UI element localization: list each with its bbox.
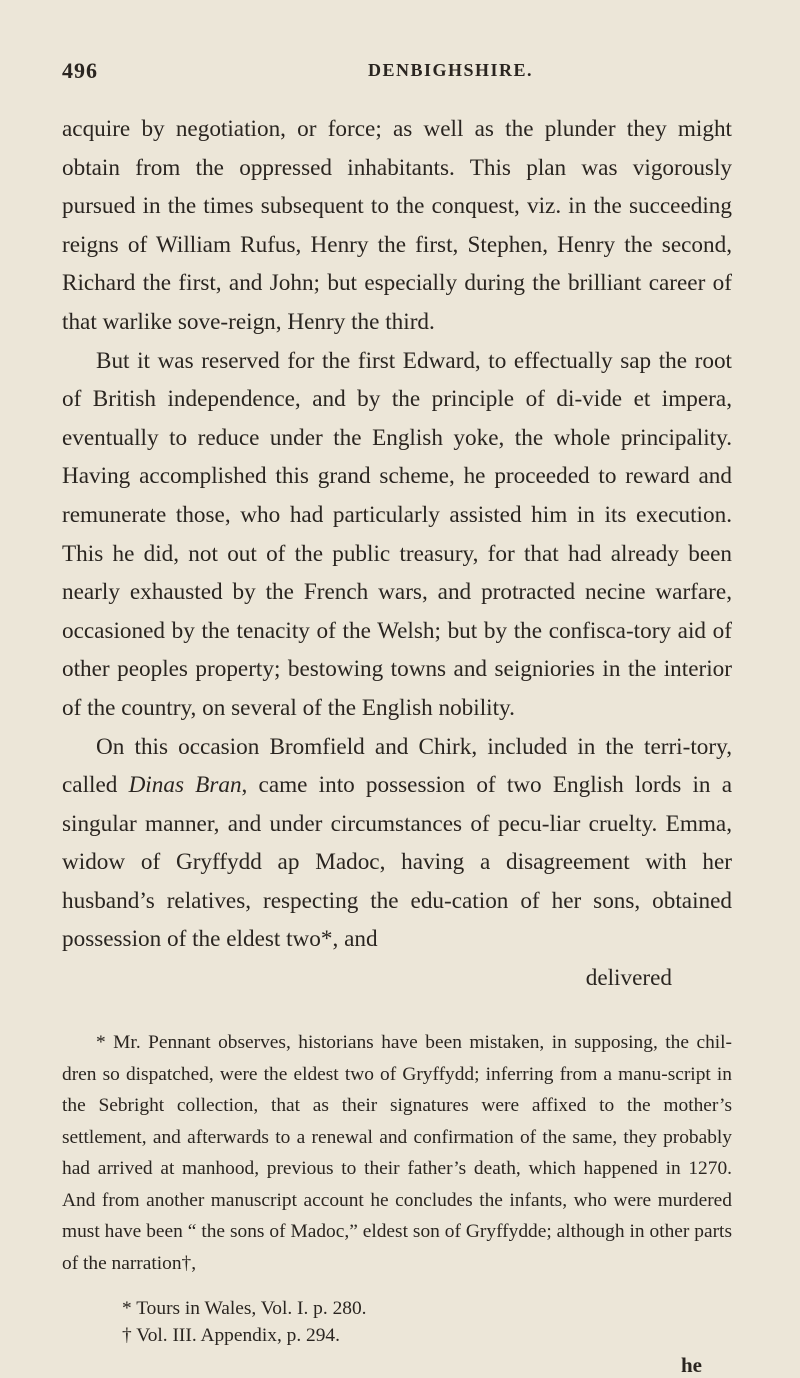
body-text: [62, 110, 732, 997]
running-head: [62, 58, 732, 98]
paragraph-1: acquire by negotiation, or force; as well as the plunder they might obtain from the oppressed inhabitants. This plan was vigorously pursued in the times subsequent to the conquest, viz. in the succeeding reigns of William Rufus, Henry the first, Stephen, Henry the second, Richard the first, and John; but especially during the brilliant career of that warlike sove-reign, Henry the third.: [62, 116, 732, 335]
paragraph-3-text-a: On this occasion Bromfield and Chirk, included in the terri-tory, called: [62, 733, 732, 799]
running-title: DENBIGHSHIRE.: [368, 60, 534, 80]
footnote-references: [62, 1295, 732, 1349]
paragraph-3: [62, 728, 732, 960]
footnote-ref-2: † Vol. III. Appendix, p. 294.: [122, 1325, 340, 1347]
footnote-catchword: he: [681, 1353, 702, 1378]
paragraph-2: But it was reserved for the first Edward, to effectually sap the root of British independence, and by the principle of di-vide et impera, eventually to reduce under the English yoke, the whole principality. Having accomplished this grand scheme, he proceeded to reward and remunerate those, who had particularly assisted him in its execution. This he did, not out of the public treasury, for that had already been nearly exhausted by the French wars, and protracted necine warfare, occasioned by the tenacity of the Welsh; but by the confisca-tory aid of other peoples property; bestowing towns and seigniories in the interior of the country, on several of the English nobility.: [62, 347, 732, 721]
footnotes: [62, 1027, 732, 1279]
footnote-main: * Mr. Pennant observes, historians have been mistaken, in supposing, the chil-dren so dispatched, were the eldest two of Gryffydd; inferring from a manu-script in the Sebright collection, that as their signatures were affixed to the mother’s settlement, and afterwards to a renewal and confirmation of the same, they probably had arrived at manhood, previous to their father’s death, which happened in 1270. And from another manuscript account he concludes the infants, who were murdered must have been “ the sons of Madoc,” eldest son of Gryffydde; although in other parts of the narration†,: [62, 1032, 732, 1274]
footnote-ref-1: * Tours in Wales, Vol. I. p. 280.: [122, 1298, 367, 1320]
page-number: 496: [62, 58, 98, 83]
paragraph-3-text-b: , came into possession of two English lords in a singular manner, and under circumstances of pecu-liar cruelty. Emma, widow of Gryffydd ap Madoc, having a disagreement with her husband’s relatives, respecting the edu-cation of her sons, obtained possession of the eldest two*, and: [62, 772, 732, 953]
catchword: delivered: [585, 965, 672, 992]
paragraph-3-italic: Dinas Bran: [128, 772, 242, 799]
